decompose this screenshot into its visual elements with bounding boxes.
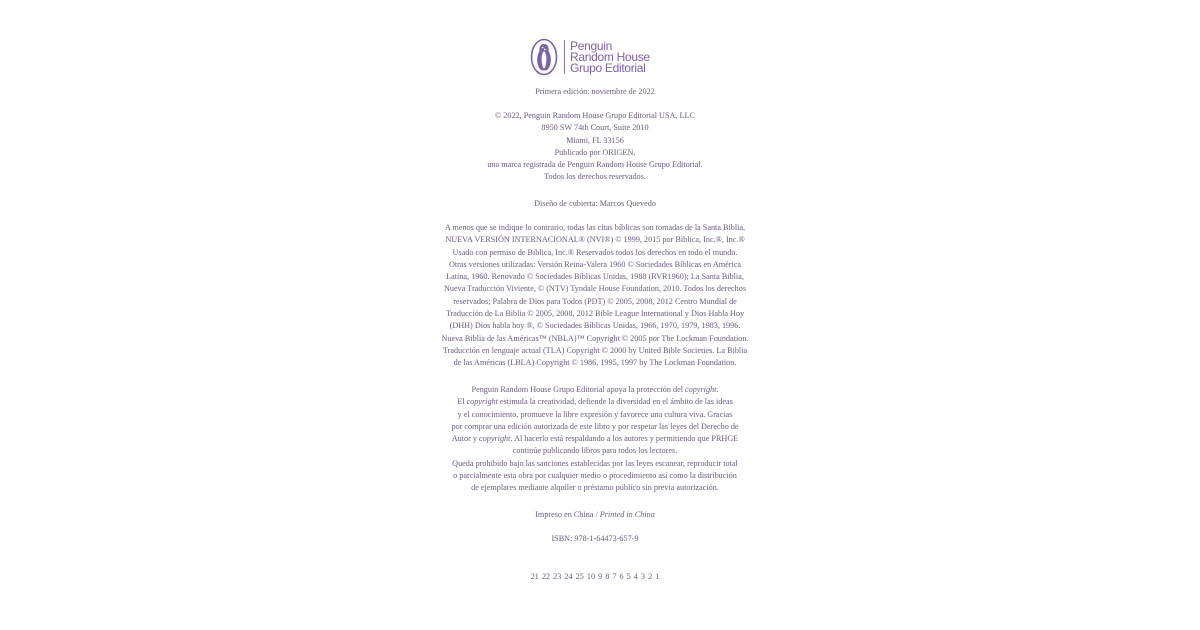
copyright-notice-block [380,384,810,495]
bible-versions-line: reservados; Palabra de Dios para Todos (PDT) © 2005, 2008, 2012 Centro Mundial de [453,296,737,306]
bible-versions-line: Otras versiones utilizadas: Versión Reina-Valera 1960 © Sociedades Bíblicas en América [448,259,742,269]
isbn-line: ISBN: 978-1-64473-657-9 [551,534,639,543]
bible-versions-line: Nueva Biblia de las Américas™ (NBLA)™ Copyright © 2005 por The Lockman Foundation. [441,333,749,343]
bible-versions-line: Nueva Traducción Viviente, © (NTV) Tyndale House Foundation, 2010. Todos los derechos [443,284,747,294]
copyright-line: una marca registrada de Penguin Random House Grupo Editorial. [487,160,703,170]
notice-line: Queda prohibido bajo las sanciones establecidas por las leyes escanear, reproducir total [452,458,738,468]
notice-line: o parcialmente esta obra por cualquier medio o procedimiento así como la distribución [453,471,737,481]
notice-line: de ejemplares mediante alquiler o préstamo público sin previa autorización. [471,483,719,493]
notice-line: El copyright estimula la creatividad, defiende la diversidad en el ámbito de las ideas [457,397,733,407]
printed-in-line [380,509,810,521]
bible-versions-line: Usado con permiso de Biblica, Inc.® Reservados todos los derechos en todo el mundo. [452,247,738,257]
logo-line-1: Penguin [570,38,612,53]
copyright-line: 8950 SW 74th Court, Suite 2010 [541,123,649,133]
logo-line-3: Grupo Editorial [570,60,646,75]
notice-line: Autor y copyright. Al hacerlo está respaldando a los autores y permitiendo que PRHGE [451,434,739,444]
copyright-line: Miami, FL 33156 [566,135,624,145]
logo-divider [564,40,565,74]
copyright-block [380,110,810,184]
publisher-logo [530,37,670,77]
printed-in-spanish: Impreso en China / [535,510,600,519]
bible-versions-line: Traducción de La Biblia © 2005, 2008, 2012 Bible League International y Dios Habla Hoy [445,309,745,319]
copyright-line: Publicado por ORIGEN, [554,147,636,157]
bible-versions-line: NUEVA VERSIÓN INTERNACIONAL® (NVI®) © 1999, 2015 por Biblica, Inc.®, Inc.® [445,235,745,245]
bible-versions-line: (DHH) Dios habla hoy ®, © Sociedades Bíblicas Unidas, 1966, 1970, 1979, 1983, 1996. [449,321,741,331]
bible-versions-line: Latina, 1960. Renovado © Sociedades Bíblicas Unidas, 1988 (RVR1960); La Santa Biblia, [446,272,744,282]
bible-versions-line: Traducción en lenguaje actual (TLA) Copyright © 2000 by United Bible Societies. La Biblia [442,345,748,355]
logo-wordmark [570,38,650,75]
bible-versions-line: de las Américas (LBLA) Copyright © 1986, 1995, 1997 by The Lockman Foundation. [453,358,737,368]
printed-in-english: Printed in China [599,510,655,519]
notice-line: por comprar una edición autorizada de este libro y por respetar las leyes del Derecho de [451,421,739,431]
notice-line: continúe publicando libros para todos los lectores. [512,446,678,456]
printing-line: 21 22 23 24 25 10 9 8 7 6 5 4 3 2 1 [530,572,660,581]
copyright-line: © 2022, Penguin Random House Grupo Editorial USA, LLC [495,111,695,120]
edition-line: Primera edición: noviembre de 2022 [535,87,655,96]
copyright-line: Todos los derechos reservados. [544,172,646,182]
logo-line-2: Random House [570,49,650,64]
notice-line: y el conocimiento, promueve la libre expresión y favorece una cultura viva. Gracias [457,409,733,419]
cover-design-credit: Diseño de cubierta: Marcos Quevedo [534,199,656,208]
bible-versions-line: A menos que se indique lo contrario, todas las citas bíblicas son tomadas de la Santa Biblia, [444,223,746,232]
bible-versions-block [380,222,810,370]
notice-line: Penguin Random House Grupo Editorial apoya la protección del copyright. [471,385,719,394]
penguin-logo-icon [530,38,558,76]
